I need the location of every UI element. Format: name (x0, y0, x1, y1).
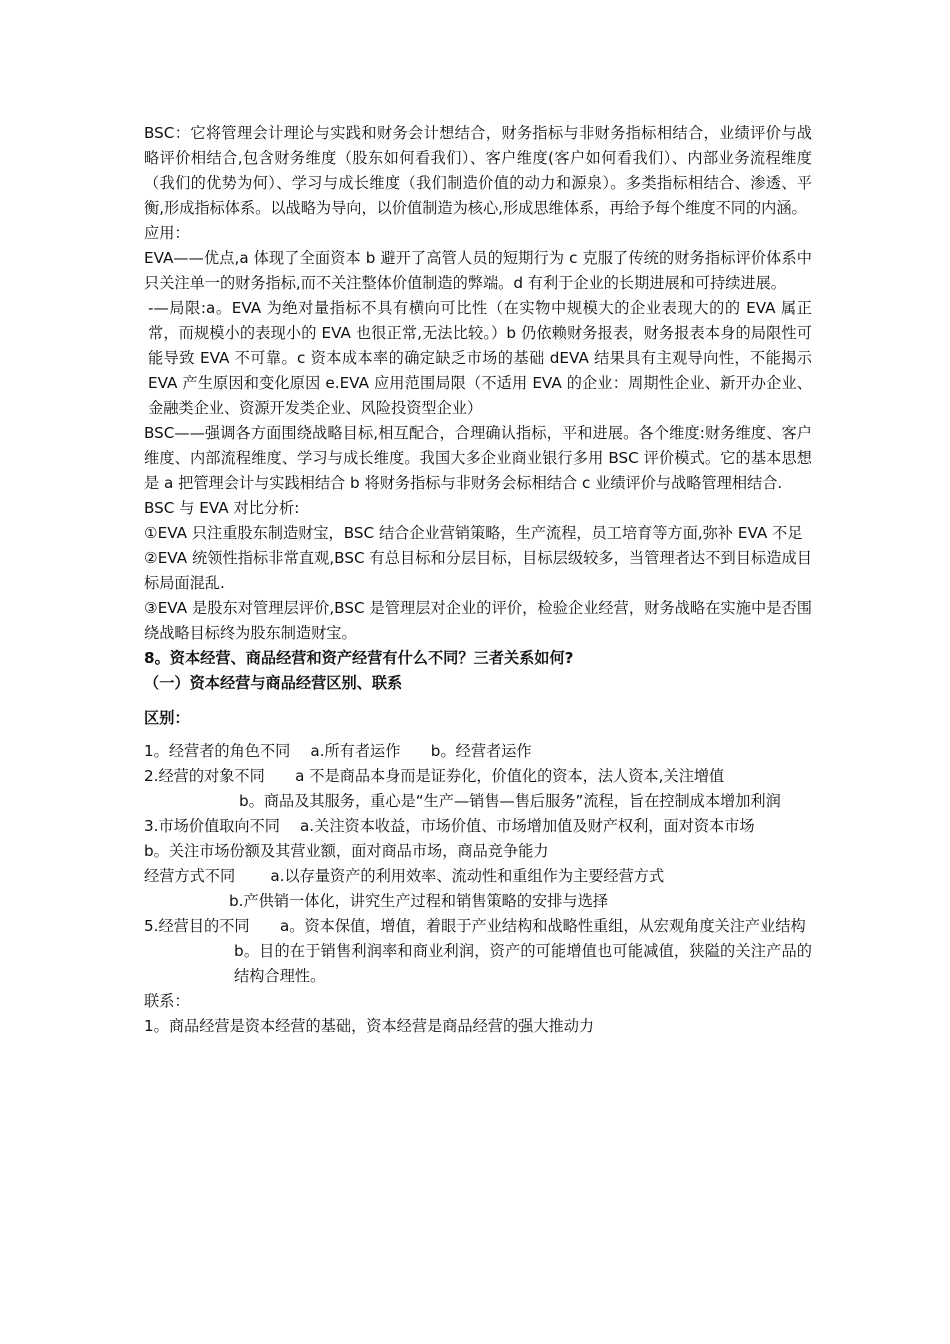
difference-heading: 区别： (144, 709, 190, 727)
comparison-item-2: ②EVA 统领性指标非常直观,BSC 有总目标和分层目标，目标层级较多，当管理者达不到目标造成目标局面混乱. (144, 549, 812, 592)
difference-item-3b: b。关注市场份额及其营业额，面对商品市场，商品竞争能力 (144, 842, 549, 860)
difference-item-3: 3.市场价值取向不同 a.关注资本收益，市场价值、市场增加值及财产权利，面对资本市场 (144, 817, 755, 835)
difference-item-4b: b.产供销一体化，讲究生产过程和销售策略的安排与选择 (229, 892, 608, 910)
comparison-label: BSC 与 EVA 对比分析: (144, 499, 300, 517)
question-8-heading: 8。资本经营、商品经营和资产经营有什么不同？三者关系如何? (144, 649, 574, 667)
eva-advantages-paragraph: EVA——优点,a 体现了全面资本 b 避开了高管人员的短期行为 c 克服了传统的财务指标评价体系中只关注单一的财务指标,而不关注整体价值制造的弊端。d 有利于企业的长期进展和可持续进展。 (144, 249, 812, 292)
bsc-intro-paragraph: BSC：它将管理会计理论与实践和财务会计想结合，财务指标与非财务指标相结合，业绩评价与战略评价相结合,包含财务维度（股东如何看我们）、客户维度(客户如何看我们）、内部业务流程维度（我们的优势为何）、学习与成长维度（我们制造价值的动力和源泉）。多类指标相结合、渗透、平衡,形成指标体系。以战略为导向，以价值制造为核心,形成思维体系，再给予每个维度不同的内涵。 (144, 124, 812, 217)
bsc-paragraph: BSC——强调各方面围绕战略目标,相互配合，合理确认指标，平和进展。各个维度:财务维度、客户维度、内部流程维度、学习与成长维度。我国大多企业商业银行多用 BSC 评价模式。它的基本思想是 a 把管理会计与实践相结合 b 将财务指标与非财务会标相结合 c 业绩评价与战略管理相结合. (144, 424, 812, 492)
difference-item-5: 5.经营目的不同 a。资本保值，增值，着眼于产业结构和战略性重组，从宏观角度关注产业结构 (144, 917, 806, 935)
difference-item-1: 1。经营者的角色不同 a.所有者运作 b。经营者运作 (144, 742, 532, 760)
document-body (144, 121, 812, 1039)
relation-heading: 联系： (144, 992, 190, 1010)
comparison-item-1: ①EVA 只注重股东制造财宝，BSC 结合企业营销策略，生产流程，员工培育等方面,弥补 EVA 不足 (144, 524, 803, 542)
difference-item-2b: b。商品及其服务，重心是“生产—销售—售后服务”流程，旨在控制成本增加利润 (239, 792, 781, 810)
difference-item-2: 2.经营的对象不同 a 不是商品本身而是证券化，价值化的资本，法人资本,关注增值 (144, 767, 725, 785)
eva-limitations-paragraph: -—局限:a。EVA 为绝对量指标不具有横向可比性（在实物中规模大的企业表现大的的 EVA 属正常，而规模小的表现小的 EVA 也很正常,无法比较。）b 仍依赖财务报表，财务报表本身的局限性可能导致 EVA 不可靠。c 资本成本率的确定缺乏市场的基础 dEVA 结果具有主观导向性，不能揭示 EVA 产生原因和变化原因 e.EVA 应用范围局限（不适用 EVA 的企业：周期性企业、新开办企业、金融类企业、资源开发类企业、风险投资型企业） (148, 299, 812, 417)
comparison-item-3: ③EVA 是股东对管理层评价,BSC 是管理层对企业的评价，检验企业经营，财务战略在实施中是否围绕战略目标终为股东制造财宝。 (144, 599, 812, 642)
section-1-heading: （一）资本经营与商品经营区别、联系 (144, 674, 403, 692)
relation-item-1: 1。商品经营是资本经营的基础，资本经营是商品经营的强大推动力 (144, 1017, 595, 1035)
difference-item-5b: b。目的在于销售利润率和商业利润，资产的可能增值也可能减值，狭隘的关注产品的结构合理性。 (234, 942, 812, 985)
difference-item-4: 经营方式不同 a.以存量资产的利用效率、流动性和重组作为主要经营方式 (144, 867, 665, 885)
application-label: 应用： (144, 224, 190, 242)
